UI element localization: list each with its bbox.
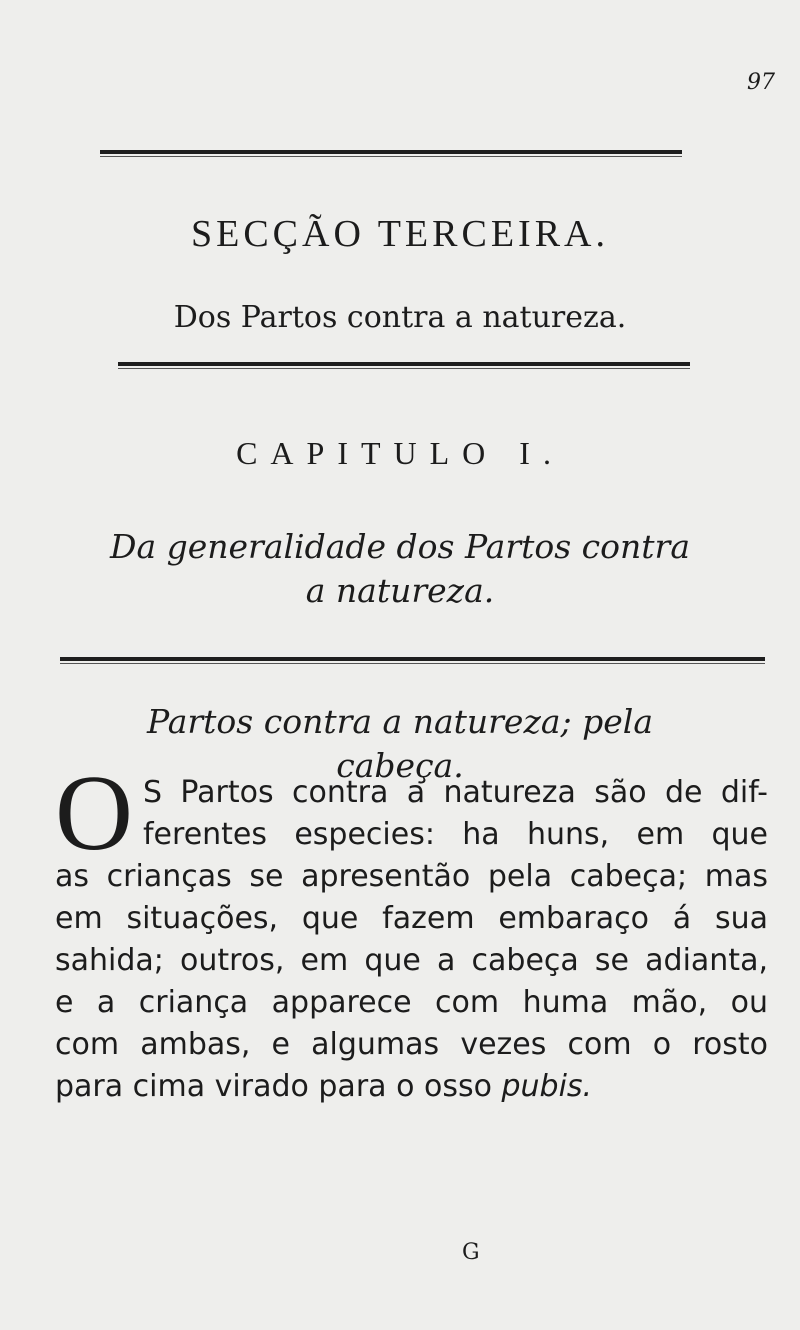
topic-heading-line-2: cabeça.	[336, 746, 464, 785]
paragraph-line-8	[55, 1066, 768, 1108]
paragraph-line-6: e a criança apparece com huma mão, ou	[55, 985, 768, 1020]
paragraph-line-5: sahida; outros, em que a cabeça se adianta,	[55, 943, 768, 978]
paragraph-line-7: com ambas, e algumas vezes com o rosto	[55, 1027, 768, 1062]
chapter-subtitle-line-1: Da generalidade dos Partos contra	[109, 527, 690, 566]
paragraph-line-8-text: para cima virado para o osso	[55, 1069, 502, 1104]
signature-mark: G	[462, 1240, 480, 1265]
paragraph	[55, 754, 768, 1108]
section-rule	[118, 362, 690, 366]
paragraph-line-3: as crianças se apresentão pela cabeça; mas	[55, 859, 768, 894]
page-number: 97	[747, 70, 775, 95]
chapter-subtitle-line-2: a natureza.	[305, 571, 495, 610]
chapter-rule	[60, 657, 765, 661]
top-rule	[100, 150, 682, 154]
paragraph-line-4: em situações, que fazem embaraço á sua	[55, 901, 768, 936]
chapter-subtitle	[0, 525, 800, 613]
drop-cap: O	[55, 754, 133, 873]
section-subtitle: Dos Partos contra a natureza.	[173, 300, 627, 335]
section-title: SECÇÃO TERCEIRA.	[190, 213, 609, 255]
paragraph-line-1: S Partos contra a natureza são de dif-	[143, 775, 768, 810]
paragraph-line-2: ferentes especies: ha huns, em que	[143, 817, 768, 852]
topic-heading-line-1: Partos contra a natureza; pela	[147, 702, 653, 741]
chapter-title: CAPITULO I.	[236, 435, 564, 471]
italic-term-pubis: pubis.	[501, 1069, 593, 1104]
